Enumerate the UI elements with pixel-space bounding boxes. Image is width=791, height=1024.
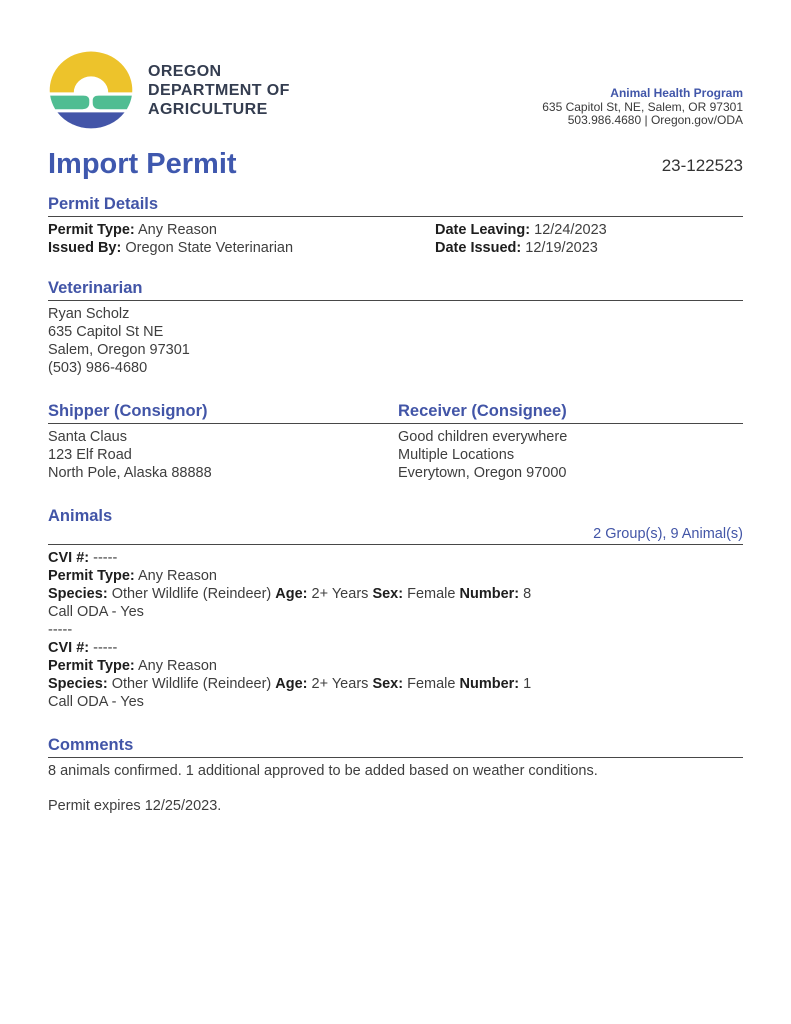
vet-phone: (503) 986-4680: [48, 360, 148, 376]
org-name-line: OREGON: [148, 62, 222, 80]
program-phone-web: 503.986.4680 | Oregon.gov/ODA: [567, 113, 743, 127]
receiver-name: Good children everywhere: [398, 429, 568, 445]
comments-heading: Comments: [48, 736, 134, 754]
comments-heading-rule: [48, 736, 743, 758]
section-animals: [48, 507, 743, 711]
field-date-leaving: Date Leaving: 12/24/2023: [435, 222, 607, 238]
org-name-line: AGRICULTURE: [148, 100, 268, 118]
vet-city-state-zip: Salem, Oregon 97301: [48, 342, 190, 358]
receiver-city-state-zip: Everytown, Oregon 97000: [398, 465, 567, 481]
group-call-oda: Call ODA - Yes: [48, 694, 144, 710]
section-shipper-receiver: [48, 402, 743, 482]
shipper-receiver-heading-rule: [48, 402, 743, 424]
group-separator: -----: [48, 622, 73, 638]
comment-line: 8 animals confirmed. 1 additional approved to be added based on weather conditions.: [48, 763, 598, 779]
group-species-details: Species: Other Wildlife (Reindeer) Age: 2+ Years Sex: Female Number: 1: [48, 676, 532, 692]
section-veterinarian: [48, 279, 743, 377]
animals-heading: Animals: [48, 507, 113, 525]
animals-heading-rule: [48, 507, 743, 545]
program-address: 635 Capitol St, NE, Salem, OR 97301: [542, 99, 743, 114]
contact-block: [542, 50, 743, 128]
group-cvi: CVI #: -----: [48, 640, 118, 656]
field-permit-type: Permit Type: Any Reason: [48, 222, 217, 238]
group-species-details: Species: Other Wildlife (Reindeer) Age: 2+ Years Sex: Female Number: 8: [48, 586, 532, 602]
agency-brand: [48, 50, 290, 130]
receiver-street: Multiple Locations: [398, 447, 515, 463]
animal-group: [48, 639, 743, 711]
page-title: Import Permit: [48, 148, 237, 180]
oda-logo-icon: [48, 50, 134, 130]
org-name: [148, 62, 290, 119]
group-call-oda: Call ODA - Yes: [48, 604, 144, 620]
animals-summary-count: 2 Group(s), 9 Animal(s): [593, 526, 743, 542]
field-issued-by: Issued By: Oregon State Veterinarian: [48, 240, 294, 256]
title-row: [48, 148, 743, 180]
org-name-line: DEPARTMENT OF: [148, 81, 290, 99]
animal-group: [48, 549, 743, 621]
shipper-street: 123 Elf Road: [48, 447, 132, 463]
receiver-address-block: [398, 428, 743, 482]
masthead: [48, 50, 743, 132]
veterinarian-heading-rule: [48, 279, 743, 301]
permit-details-heading-rule: [48, 195, 743, 217]
shipper-address-block: [48, 428, 398, 482]
vet-street: 635 Capitol St NE: [48, 324, 164, 340]
vet-name: Ryan Scholz: [48, 306, 130, 322]
permit-details-left-column: [48, 221, 435, 257]
shipper-city-state-zip: North Pole, Alaska 88888: [48, 465, 212, 481]
section-permit-details: [48, 195, 743, 257]
group-permit-type: Permit Type: Any Reason: [48, 658, 217, 674]
group-cvi: CVI #: -----: [48, 550, 118, 566]
shipper-name: Santa Claus: [48, 429, 127, 445]
veterinarian-heading: Veterinarian: [48, 279, 143, 297]
permit-details-right-column: [435, 221, 743, 257]
shipper-heading: Shipper (Consignor): [48, 402, 208, 420]
comment-line: Permit expires 12/25/2023.: [48, 798, 222, 814]
section-comments: [48, 736, 743, 815]
group-permit-type: Permit Type: Any Reason: [48, 568, 217, 584]
permit-details-heading: Permit Details: [48, 195, 159, 213]
receiver-heading: Receiver (Consignee): [398, 402, 567, 420]
program-name: Animal Health Program: [610, 86, 743, 100]
field-date-issued: Date Issued: 12/19/2023: [435, 240, 598, 256]
permit-number: 23-122523: [661, 156, 743, 175]
